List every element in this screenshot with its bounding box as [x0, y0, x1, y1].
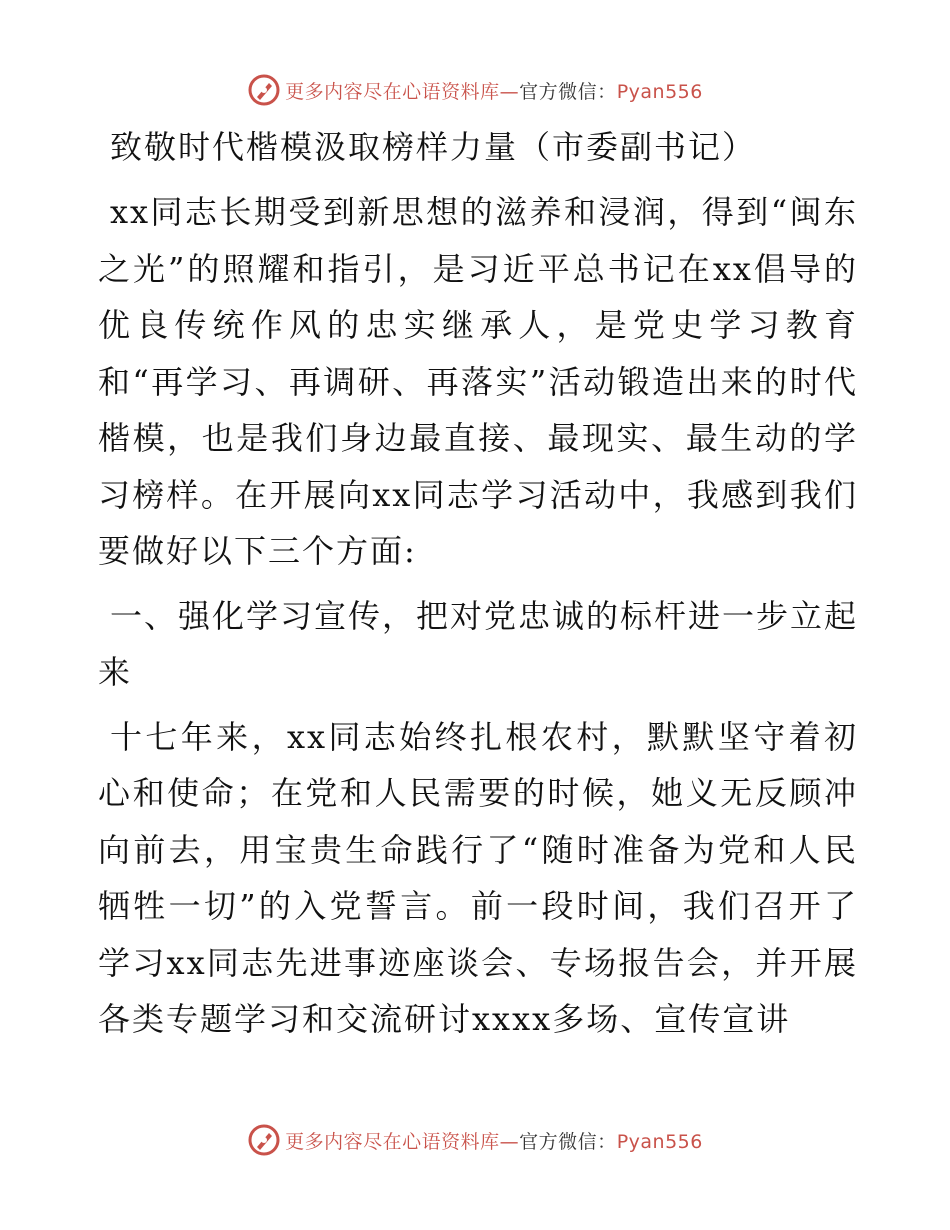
section-heading: 一、强化学习宣传，把对党忠诚的标杆进一步立起来: [98, 596, 859, 691]
pen-circle-logo-icon: [247, 1123, 281, 1157]
section-paragraph: 十七年来，xx同志始终扎根农村，默默坚守着初心和使命；在党和人民需要的时候，她义无反顾冲向前去，用宝贵生命践行了“随时准备为党和人民牺牲一切”的入党誓言。前一段时间，我们召开了学习xx同志先进事迹座谈会、专场报告会，并开展各类专题学习和交流研讨xxxx多场、宣传宣讲: [98, 717, 858, 1038]
watermark-text: 更多内容尽在心语资料库—官方微信：Pyan556: [285, 80, 703, 103]
watermark-text: 更多内容尽在心语资料库—官方微信：Pyan556: [285, 1130, 703, 1153]
watermark-footer: [0, 1120, 950, 1160]
intro-paragraph: xx同志长期受到新思想的滋养和浸润，得到“闽东之光”的照耀和指引，是习近平总书记在xx倡导的优良传统作风的忠实继承人，是党史学习教育和“再学习、再调研、再落实”活动锻造出来的时代楷模，也是我们身边最直接、最现实、最生动的学习榜样。在开展向xx同志学习活动中，我感到我们要做好以下三个方面:: [98, 193, 858, 570]
document-body: [98, 118, 858, 1056]
watermark-header: [0, 70, 950, 110]
document-title: 致敬时代楷模汲取榜样力量（市委副书记）: [110, 128, 757, 166]
pen-circle-logo-icon: [247, 73, 281, 107]
